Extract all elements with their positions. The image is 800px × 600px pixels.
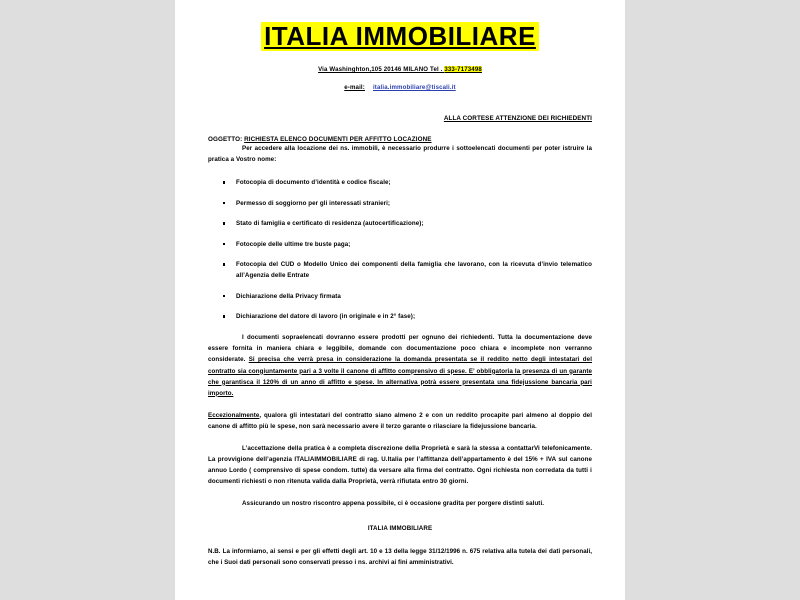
address-line <box>208 66 592 73</box>
email-label: e-mail: <box>344 84 365 92</box>
subject-line <box>208 136 592 143</box>
list-item: Permesso di soggiorno per gli interessati stranieri; <box>236 198 592 209</box>
list-item: Stato di famiglia e certificato di residenza (autocertificazione); <box>236 218 592 229</box>
requirements-underlined-text: Si precisa che verrà presa in considerazione la domanda presentata se il reddito netto degli intestatari del contratto sia congiuntamente pari a 3 volte il canone di affitto comprensivo di spese. E’ obbligatoria la presenza di un garante che garantisca il 120% di un anno di affitto e spese. In alternativa potrà essere presentata una fidejussione bancaria pari importo. <box>208 356 592 397</box>
body-paragraphs <box>208 332 592 508</box>
company-title: ITALIA IMMOBILIARE <box>261 22 539 51</box>
list-item: Dichiarazione della Privacy firmata <box>236 291 592 302</box>
exception-body-text: , qualora gli intestatari del contratto siano almeno 2 e con un reddito procapite pari almeno al doppio del canone di affitto più le spese, non sarà necessario avere il terzo garante o rilasciare la fidejussione bancaria. <box>208 411 592 430</box>
exception-paragraph <box>208 410 592 432</box>
list-item: Fotocopia del CUD o Modello Unico dei componenti della famiglia che lavorano, con la ricevuta d’invio telematico all’Agenzia delle Entrate <box>236 259 592 281</box>
document-page <box>175 0 625 600</box>
privacy-note: N.B. La informiamo, ai sensi e per gli effetti degli art. 10 e 13 della legge 31/12/1996 n. 675 relativa alla tutela dei dati personali, che i Suoi dati personali sono conservati presso i ns. archivi ai fini amministrativi. <box>208 547 592 566</box>
email-line <box>208 84 592 91</box>
letterhead <box>208 22 592 91</box>
list-item: Dichiarazione del datore di lavoro (in originale e in 2° fase); <box>236 311 592 322</box>
closing-paragraph: Assicurando un nostro riscontro appena possibile, ci è occasione gradita per porgere distinti saluti. <box>242 499 545 507</box>
intro-paragraph: Per accedere alla locazione dei ns. immobili, è necessario produrre i sottoelencati documenti per poter istruire la pratica a Vostro nome: <box>208 145 592 164</box>
required-documents-list <box>208 177 592 322</box>
list-item: Fotocopie delle ultime tre buste paga; <box>236 239 592 250</box>
subject-text: RICHIESTA ELENCO DOCUMENTI PER AFFITTO LOCAZIONE <box>244 136 432 144</box>
address-text: Via Washinghton,105 20146 MILANO Tel . <box>318 66 445 74</box>
list-item: Fotocopia di documento d’identità e codice fiscale; <box>236 177 592 188</box>
requirements-plain-text: I documenti sopraelencati dovranno essere prodotti per ognuno dei richiedenti. Tutta la documentazione deve essere fornita in maniera chiara e leggibile, domande con documentazione poco chiara e incomplete non verranno considerate. <box>208 334 592 364</box>
email-link[interactable]: italia.immobiliare@tiscali.it <box>372 84 456 92</box>
requirements-paragraph <box>208 332 592 398</box>
exception-lead-word: Eccezionalmente <box>208 411 260 419</box>
signature-line: ITALIA IMMOBILIARE <box>367 524 433 532</box>
commission-paragraph: L’accettazione della pratica è a completa discrezione della Proprietà e sarà la stessa a contattarVi telefonicamente. La provvigione dell’agenzia ITALIAIMMOBILIARE di rag. U.Italia per l’affittanza dell’appartamento è del 15% + IVA sul canone annuo Lordo ( comprensivo di spese condom. tutte) da versare alla firma del contratto. Ogni richiesta non corredata da tutti i documenti richiesti o non ritenuta valida dalla Proprietà, verrà rifiutata entro 30 giorni. <box>208 444 592 485</box>
phone-number: 333-7173498 <box>444 66 482 74</box>
attention-line: ALLA CORTESE ATTENZIONE DEI RICHIEDENTI <box>443 115 592 123</box>
subject-label: OGGETTO: <box>208 136 245 144</box>
